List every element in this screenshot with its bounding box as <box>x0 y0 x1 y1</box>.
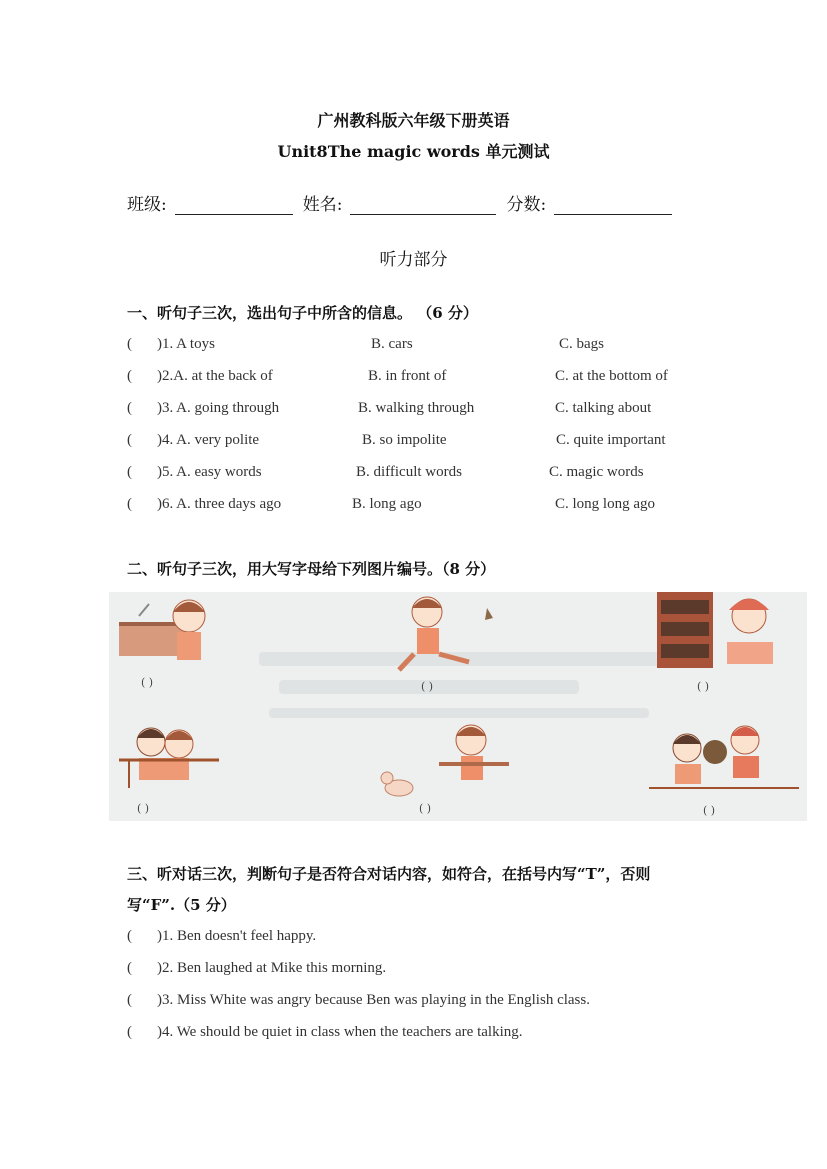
worksheet-title: 广州教科版六年级下册英语 <box>317 111 510 130</box>
tf-row <box>127 960 727 984</box>
tf-row <box>127 928 727 952</box>
option-c: C. magic words <box>549 464 644 480</box>
name-label: 姓名: <box>302 195 343 215</box>
section2-heading: 二、听句子三次，用大写字母给下列图片编号。（8 分） <box>127 560 496 578</box>
answer-paren[interactable]: ( <box>127 368 132 384</box>
question-row <box>127 496 727 520</box>
answer-paren[interactable]: ( <box>127 992 132 1008</box>
answer-paren[interactable]: ( <box>127 400 132 416</box>
statement-text: )3. Miss White was angry because Ben was playing in the English class. <box>157 992 590 1008</box>
picture-3 <box>657 592 773 668</box>
answer-paren[interactable]: ( <box>127 960 132 976</box>
option-b: B. walking through <box>358 400 475 416</box>
statement-text: )1. Ben doesn't feel happy. <box>157 928 317 944</box>
picture-label-4[interactable]: ( ) <box>137 802 150 815</box>
section3-heading: 三、听对话三次，判断句子是否符合对话内容，如符合，在括号内写“T”，否则 <box>127 865 651 883</box>
option-b: B. difficult words <box>356 464 462 480</box>
option-c: C. quite important <box>556 432 666 448</box>
question-text: )5. A. easy words <box>157 464 262 480</box>
question-text: )3. A. going through <box>157 400 280 416</box>
answer-paren[interactable]: ( <box>127 432 132 448</box>
answer-paren[interactable]: ( <box>127 928 132 944</box>
picture-label-3[interactable]: ( ) <box>697 680 710 693</box>
name-blank[interactable] <box>350 194 496 215</box>
question-text: )2.A. at the back of <box>157 368 273 384</box>
option-b: B. so impolite <box>362 432 447 448</box>
picture-label-5[interactable]: ( ) <box>419 802 432 815</box>
section3-heading-cont: 写“F”.（5 分） <box>127 896 236 914</box>
option-b: B. in front of <box>368 368 447 384</box>
picture-panel <box>109 592 807 821</box>
question-row <box>127 368 727 392</box>
option-c: C. talking about <box>555 400 652 416</box>
student-info-line <box>127 190 682 215</box>
score-blank[interactable] <box>554 194 672 215</box>
option-c: C. bags <box>559 336 604 352</box>
statement-text: )4. We should be quiet in class when the teachers are talking. <box>157 1024 523 1040</box>
question-text: )6. A. three days ago <box>157 496 282 512</box>
cartoon-illustrations <box>109 592 807 821</box>
question-row <box>127 336 727 360</box>
tf-row <box>127 1024 727 1048</box>
tf-row <box>127 992 727 1016</box>
class-label: 班级: <box>127 195 167 215</box>
answer-paren[interactable]: ( <box>127 336 132 352</box>
picture-5 <box>381 725 509 796</box>
question-row <box>127 432 727 456</box>
picture-label-1[interactable]: ( ) <box>141 676 154 689</box>
picture-1 <box>119 600 205 660</box>
answer-paren[interactable]: ( <box>127 1024 132 1040</box>
question-row <box>127 464 727 488</box>
option-b: B. cars <box>371 336 413 352</box>
worksheet-subtitle: Unit8The magic words 单元测试 <box>277 142 550 161</box>
section1-heading: 一、听句子三次，选出句子中所含的信息。 （6 分） <box>127 304 478 322</box>
question-row <box>127 400 727 424</box>
option-c: C. long long ago <box>555 496 655 512</box>
option-b: B. long ago <box>352 496 422 512</box>
option-c: C. at the bottom of <box>555 368 668 384</box>
picture-label-2[interactable]: ( ) <box>421 680 434 693</box>
listening-section-title: 听力部分 <box>379 250 448 270</box>
answer-paren[interactable]: ( <box>127 496 132 512</box>
statement-text: )2. Ben laughed at Mike this morning. <box>157 960 387 976</box>
picture-4 <box>119 728 219 788</box>
question-text: )1. A toys <box>157 336 215 352</box>
picture-6 <box>649 726 799 788</box>
class-blank[interactable] <box>175 194 293 215</box>
picture-label-6[interactable]: ( ) <box>703 804 716 817</box>
question-text: )4. A. very polite <box>157 432 260 448</box>
score-label: 分数: <box>506 195 547 215</box>
answer-paren[interactable]: ( <box>127 464 132 480</box>
